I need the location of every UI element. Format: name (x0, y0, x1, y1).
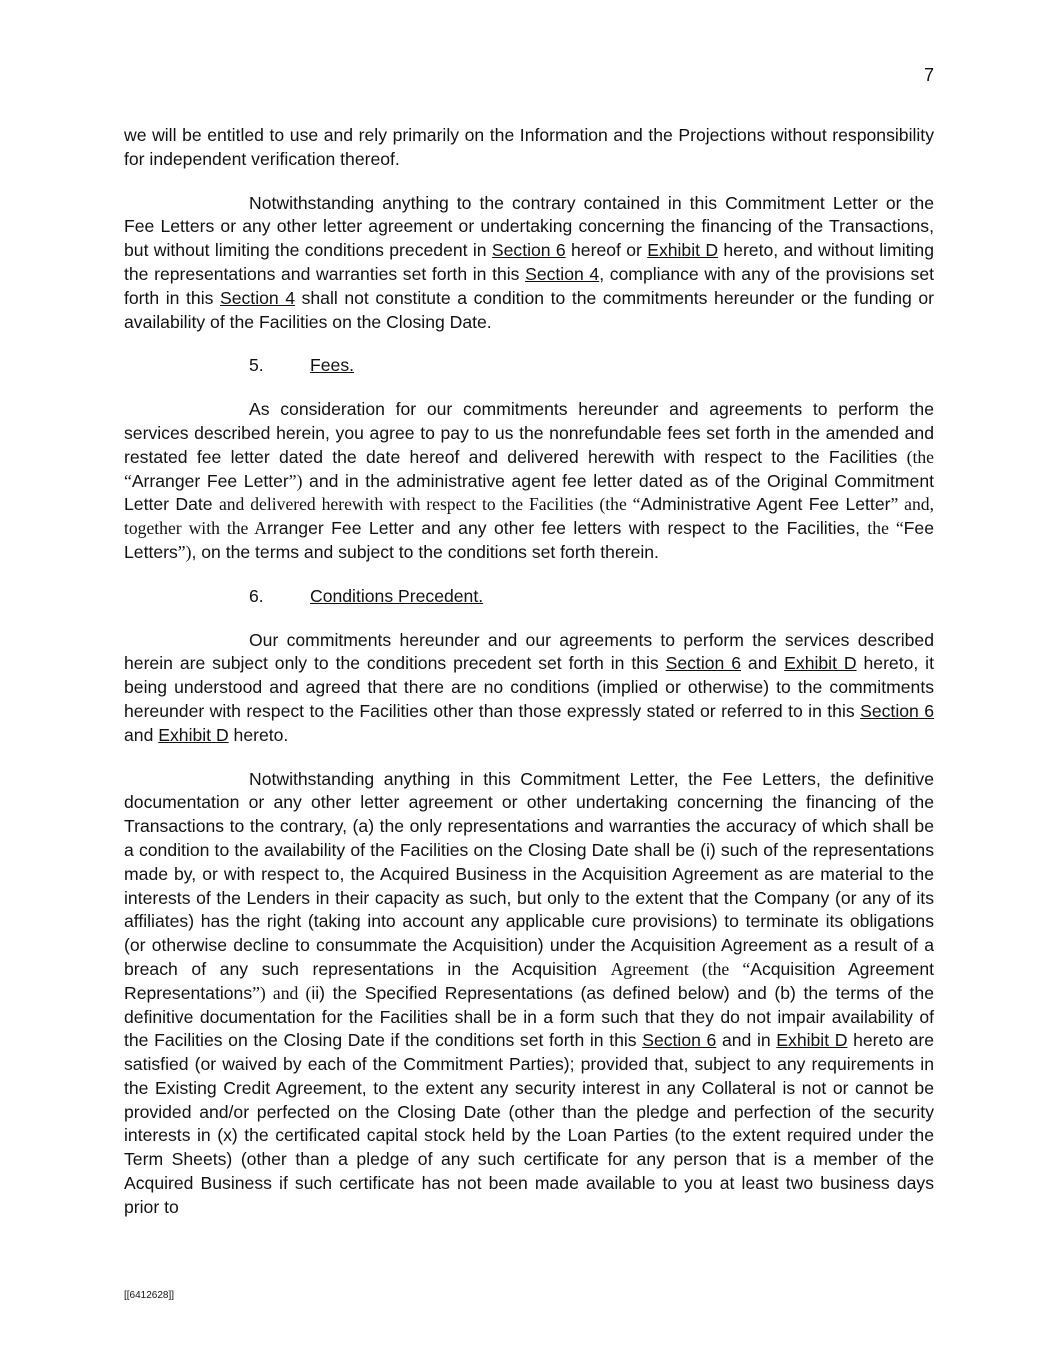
defined-term: Acquisition Agreement Representations (124, 958, 935, 1003)
text-segment: hereof or (565, 240, 648, 261)
exhibit-d-reference: Exhibit D (776, 1030, 848, 1051)
paragraph-certain-funds (124, 768, 934, 1220)
text-segment: the “ (867, 518, 904, 539)
text-segment: ” and, together with the A (124, 494, 934, 539)
text-segment: and delivered herewith with respect to the Facilities (the “ (218, 494, 641, 515)
text-segment: hereto, it being understood and agreed that there are no conditions (implied or otherwise) to the commitments hereunder with respect to the Facilities other than those expressly stated or referred to in this (124, 653, 934, 721)
page-number: 7 (923, 65, 934, 85)
text-segment: Notwithstanding anything to the contrary contained in this Commitment Letter or the Fee Letters or any other letter agreement or undertaking concerning the financing of the Transactions, but without limiting the conditions precedent in (124, 192, 934, 261)
text-segment: ii) the Specified Representations (as defined below) and (b) the terms of the definitive documentation for the Facilities shall be in a form such that they do not impair availability of the Facilities on the Closing Date if the conditions set forth in this (124, 982, 934, 1051)
section-6-reference: Section 6 (860, 700, 934, 721)
exhibit-d-reference: Exhibit D (784, 653, 857, 674)
text-segment: and in the administrative agent fee letter dated as of the Original Commitment Letter Date (124, 470, 934, 515)
section-title: Fees. (310, 355, 355, 376)
section-heading-fees (124, 354, 934, 378)
section-heading-conditions-precedent (124, 585, 934, 609)
text-segment: shall not constitute a condition to the commitments hereunder or the funding or availability of the Facilities on the Closing Date. (124, 287, 934, 332)
text-segment: , on the terms and subject to the conditions set forth therein. (191, 541, 659, 562)
defined-term: Administrative Agent Fee Letter (640, 494, 891, 515)
text-segment: rranger Fee Letter and any other fee letters with respect to the Facilities, (267, 518, 868, 539)
defined-term: Arranger Fee Letter (131, 470, 289, 491)
text-segment: As consideration for our commitments hereunder and agreements to perform the services described herein, you agree to pay to us the nonrefundable fees set forth in the amended and restated fee letter dated the date hereof and delivered herewith with respect to the Facilities (124, 399, 934, 467)
text-segment: (the “ (124, 446, 934, 491)
text-segment: and in (716, 1030, 777, 1051)
exhibit-d-reference: Exhibit D (158, 724, 229, 745)
section-6-reference: Section 6 (642, 1030, 717, 1051)
text-segment: Agreement (the “ (610, 958, 751, 979)
text-segment: and (741, 653, 785, 674)
text-segment: Our commitments hereunder and our agreements to perform the services described herein are subject only to the conditions precedent set forth in this (124, 629, 934, 674)
text-segment: ”) (177, 541, 192, 562)
document-body (124, 124, 934, 1240)
section-6-reference: Section 6 (491, 240, 566, 261)
section-number: 5. (249, 355, 264, 376)
paragraph-notwithstanding-section-4 (124, 192, 934, 335)
text-segment: hereto, and without limiting the representations and warranties set forth in this (124, 240, 934, 284)
paragraph-conditions (124, 629, 934, 748)
document-id-footer: [[6412628]] (124, 1290, 175, 1301)
section-number: 6. (249, 585, 264, 606)
paragraph-fees (124, 398, 934, 565)
exhibit-d-reference: Exhibit D (647, 240, 719, 261)
defined-term: Fee Letters (124, 518, 934, 562)
text-segment: Notwithstanding anything in this Commitment Letter, the Fee Letters, the definitive documentation or any other letter agreement or other undertaking concerning the financing of the Transactions to the contrary, (a) the only representations and warranties the accuracy of which shall be a condition to the availability of the Facilities on the Closing Date shall be (i) such of the representations made by, or with respect to, the Acquired Business in the Acquisition Agreement as are material to the interests of the Lenders in their capacity as such, but only to the extent that the Company (or any of its affiliates) has the right (taking into account any applicable cure provisions) to terminate its obligations (or otherwise decline to consummate the Acquisition) under the Acquisition Agreement as a result of a breach of any such representations in the Acquisition (124, 768, 934, 979)
paragraph-text: we will be entitled to use and rely primarily on the Information and the Projections without responsibility for independent verification thereof. (124, 125, 934, 169)
section-4-reference: Section 4 (219, 287, 296, 308)
section-6-reference: Section 6 (665, 653, 741, 674)
text-segment: and (124, 724, 159, 745)
section-title: Conditions Precedent. (310, 585, 484, 606)
paragraph-information-reliance (124, 124, 934, 172)
text-segment: ”) and ( (252, 982, 312, 1003)
text-segment: hereto are satisfied (or waived by each of the Commitment Parties); provided that, subject to any requirements in the Existing Credit Agreement, to the extent any security interest in any Collateral is not or cannot be provided and/or perfected on the Closing Date (other than the pledge and perfection of the security interests in (x) the certificated capital stock held by the Loan Parties (to the extent required under the Term Sheets) (other than a pledge of any such certificate for any person that is a member of the Acquired Business if such certificate has not been made available to you at least two business days prior to (124, 1030, 935, 1217)
text-segment: , compliance with any of the provisions set forth in this (124, 263, 934, 308)
text-segment: ”) (288, 470, 303, 491)
text-segment: hereto. (228, 724, 289, 745)
section-4-reference: Section 4 (525, 263, 600, 284)
